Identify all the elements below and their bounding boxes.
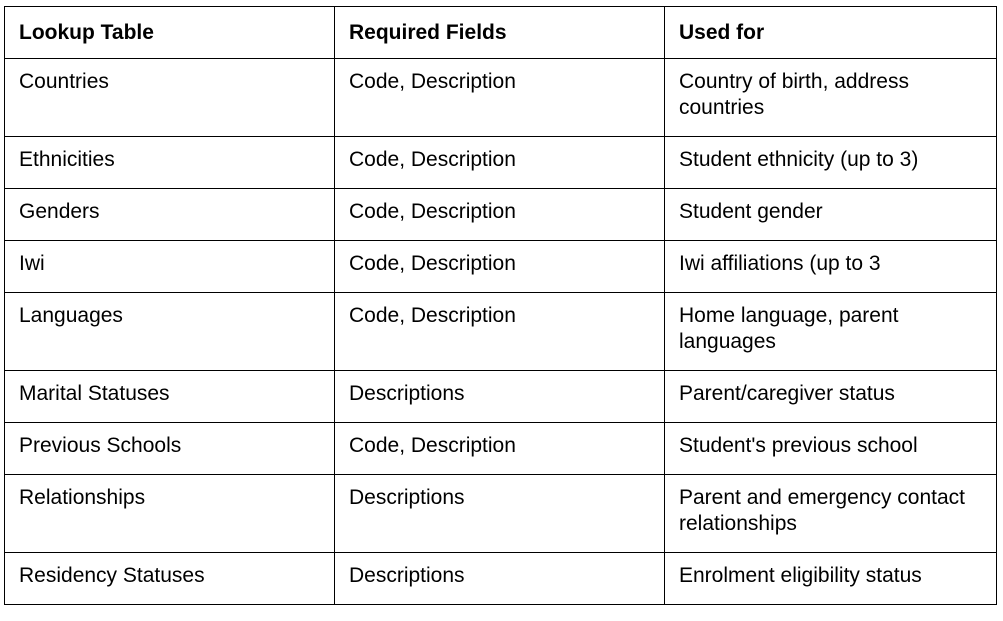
- table-cell: Descriptions: [335, 371, 665, 423]
- table-cell: Iwi affiliations (up to 3: [665, 241, 997, 293]
- table-cell: Relationships: [5, 475, 335, 553]
- table-cell: Country of birth, address countries: [665, 59, 997, 137]
- table-cell: Code, Description: [335, 241, 665, 293]
- table-cell: Iwi: [5, 241, 335, 293]
- table-cell: Marital Statuses: [5, 371, 335, 423]
- table-row: [5, 371, 997, 423]
- table-cell: Code, Description: [335, 293, 665, 371]
- table-cell: Student ethnicity (up to 3): [665, 137, 997, 189]
- table-cell: Code, Description: [335, 59, 665, 137]
- table-cell: Student's previous school: [665, 423, 997, 475]
- table-row: [5, 189, 997, 241]
- table-cell: Countries: [5, 59, 335, 137]
- table-header-row: [5, 7, 997, 59]
- header-used-for: Used for: [665, 7, 997, 59]
- table-cell: Code, Description: [335, 137, 665, 189]
- table-row: [5, 553, 997, 605]
- table-cell: Ethnicities: [5, 137, 335, 189]
- table-row: [5, 475, 997, 553]
- table-cell: Home language, parent languages: [665, 293, 997, 371]
- table-cell: Parent/caregiver status: [665, 371, 997, 423]
- table-cell: Languages: [5, 293, 335, 371]
- header-required-fields: Required Fields: [335, 7, 665, 59]
- header-lookup-table: Lookup Table: [5, 7, 335, 59]
- lookup-table: [4, 6, 997, 605]
- table-cell: Code, Description: [335, 423, 665, 475]
- table-cell: Previous Schools: [5, 423, 335, 475]
- table-cell: Residency Statuses: [5, 553, 335, 605]
- table-cell: Parent and emergency contact relationships: [665, 475, 997, 553]
- table-cell: Genders: [5, 189, 335, 241]
- table-row: [5, 241, 997, 293]
- table-cell: Descriptions: [335, 553, 665, 605]
- table-cell: Student gender: [665, 189, 997, 241]
- table-row: [5, 137, 997, 189]
- table-cell: Descriptions: [335, 475, 665, 553]
- table-row: [5, 59, 997, 137]
- table-cell: Enrolment eligibility status: [665, 553, 997, 605]
- table-cell: Code, Description: [335, 189, 665, 241]
- table-row: [5, 293, 997, 371]
- table-row: [5, 423, 997, 475]
